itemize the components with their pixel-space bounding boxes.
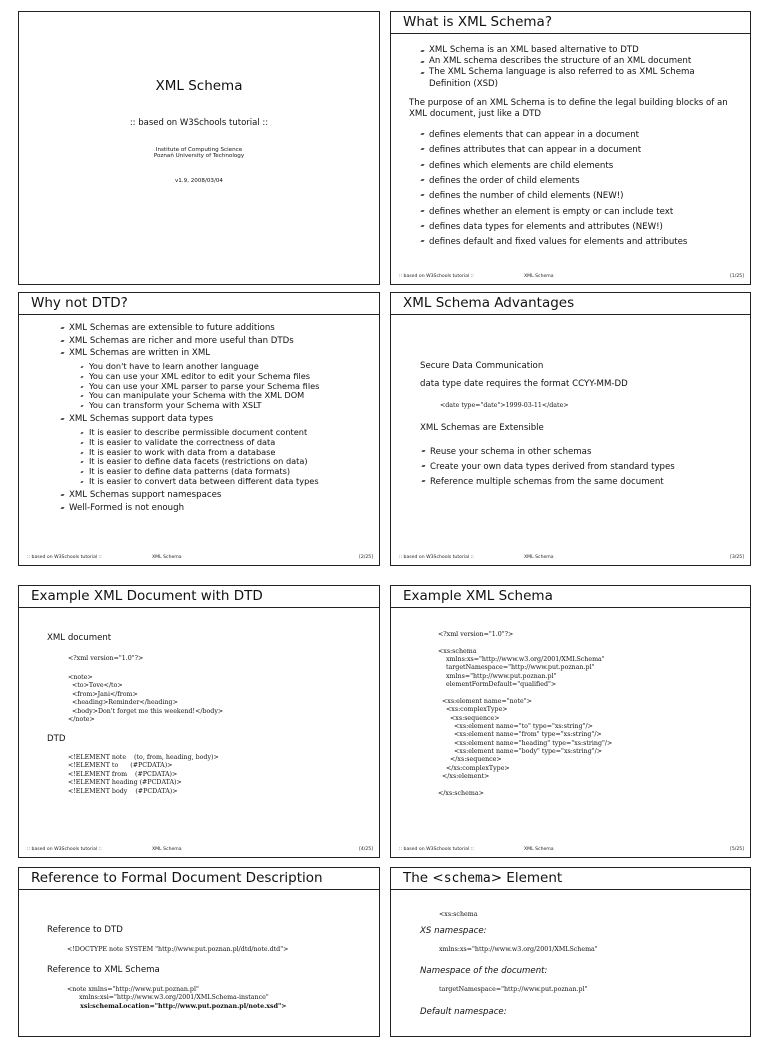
list-item: It is easier to describe permissible document content — [79, 428, 373, 438]
schema-reference-code: <note xmlns="http://www.put.poznan.pl" xmlns:xsi="http://www.w3.org/2001/XMLSchema-instance" — [67, 985, 269, 1002]
list-item: defines the order of child elements — [419, 174, 736, 189]
list-item: defines default and fixed values for elements and attributes — [419, 235, 736, 250]
slide-1 — [18, 11, 380, 285]
target-namespace-heading: Namespace of the document: — [420, 966, 548, 977]
list-item: XML Schemas support namespaces — [59, 489, 373, 502]
slide-4-title: XML Schema Advantages — [391, 293, 750, 315]
list-item: It is easier to work with data from a database — [79, 448, 373, 458]
dtd-heading: DTD — [47, 733, 66, 744]
slide-footer: :: based on W3Schools tutorial :: XML Schema [5/25] — [399, 847, 744, 852]
xml-declaration-code: <?xml version="1.0"?> — [68, 655, 144, 663]
slide-7-title: Reference to Formal Document Description — [19, 868, 379, 890]
list-item: XML Schemas are richer and more useful than DTDs — [59, 335, 373, 348]
schema-open-code: <xs:schema — [439, 911, 478, 918]
list-item: It is easier to validate the correctness of data — [79, 438, 373, 448]
slide-8-title: The <schema> Element — [391, 868, 750, 890]
slide-footer: :: based on W3Schools tutorial :: XML Schema [4/25] — [27, 847, 373, 852]
version-line: v1.9, 2008/03/04 — [174, 178, 223, 184]
written-in-xml-sublist — [79, 362, 373, 410]
institute-line-2: Poznań University of Technology — [153, 153, 245, 160]
note-document-code: <note> <to>Tove</to> <from>Jani</from> <heading>Reminder</heading> <body>Don't forget me this weekend!</body> </note> — [68, 673, 224, 724]
list-item: You can use your XML parser to parse your Schema files — [79, 382, 373, 392]
extensible-paragraph: XML Schemas are Extensible — [420, 422, 544, 433]
list-item: defines attributes that can appear in a document — [419, 143, 736, 158]
reference-to-schema-heading: Reference to XML Schema — [47, 964, 160, 975]
xml-schema-code: <?xml version="1.0"?> <xs:schema xmlns:xs="http://www.w3.org/2001/XMLSchema" targetNamespace="http://www.put.poznan.pl" xmlns="http://www.put.poznan.pl" elementFormDefault="qualified"> <xs:element name="note"> <xs:complexType> <xs:sequence> <xs:element name="to" type="xs:string"/> <xs:element name="from" type="xs:string"/> <xs:element name="heading" type="xs:string"/> <xs:element name="body" type="xs:string"/> </xs:sequence> </xs:complexType> </xs:element> </xs:schema> — [438, 631, 613, 797]
list-item: XML Schema is an XML based alternative to DTD — [419, 45, 736, 56]
slide-8 — [390, 867, 751, 1037]
list-item: XML Schemas support data types It is easier to describe permissible document content It is easier to validate the correctness of data It is easier to work with data from a database It is easier to define data facets (restrictions on data) It is easier to define data patterns (data formats) It is easier to convert data between different data types — [59, 413, 373, 487]
list-item: You can manipulate your Schema with the XML DOM — [79, 391, 373, 401]
list-item: defines elements that can appear in a document — [419, 128, 736, 143]
list-item: It is easier to define data patterns (data formats) — [79, 467, 373, 477]
xml-document-heading: XML document — [47, 633, 112, 643]
list-item: It is easier to convert data between different data types — [79, 477, 373, 487]
doctype-code: <!DOCTYPE note SYSTEM "http://www.put.poznan.pl/dtd/note.dtd"> — [67, 946, 289, 954]
list-item: Well-Formed is not enough — [59, 502, 373, 515]
list-item: You don't have to learn another language — [79, 362, 373, 372]
list-item: defines whether an element is empty or can include text — [419, 205, 736, 220]
list-item: defines the number of child elements (NEW!) — [419, 189, 736, 204]
list-item: defines which elements are child elements — [419, 159, 736, 174]
data-types-sublist — [79, 428, 373, 486]
list-item: You can use your XML editor to edit your Schema files — [79, 372, 373, 382]
slide-5 — [18, 585, 380, 858]
slide-1-title: XML Schema — [155, 78, 243, 94]
slide-footer: :: based on W3Schools tutorial :: XML Schema [3/25] — [399, 555, 744, 560]
slide-footer: :: based on W3Schools tutorial :: XML Schema [1/25] — [399, 274, 744, 279]
secure-data-paragraph: Secure Data Communication — [420, 361, 544, 371]
slide-7 — [18, 867, 380, 1037]
list-item: XML Schemas are written in XML You don't have to learn another language You can use your XML editor to edit your Schema files You can use your XML parser to parse your Schema files You can manipulate your Schema with the XML DOM You can transform your Schema with XSLT — [59, 347, 373, 410]
slide-1-subtitle: :: based on W3Schools tutorial :: — [129, 117, 269, 128]
schema-location-code: xsi:schemaLocation="http://www.put.poznan.pl/note.xsd"> — [67, 1002, 287, 1010]
list-item: Reuse your schema in other schemas — [420, 445, 740, 460]
target-namespace-code: targetNamespace="http://www.put.poznan.pl" — [439, 986, 588, 994]
default-namespace-heading: Default namespace: — [420, 1006, 507, 1017]
slide-5-title: Example XML Document with DTD — [19, 586, 379, 608]
list-item: The XML Schema language is also referred to as XML Schema Definition (XSD) — [419, 67, 736, 89]
page-number: [5/25] — [730, 847, 744, 852]
list-item: XML Schemas are extensible to future additions — [59, 322, 373, 335]
page-number: [1/25] — [730, 274, 744, 279]
xs-namespace-code: xmlns:xs="http://www.w3.org/2001/XMLSchema" — [439, 945, 598, 953]
slide-4 — [390, 292, 751, 566]
slide-6 — [390, 585, 751, 858]
slide-3-title: Why not DTD? — [19, 293, 379, 315]
slide-6-title: Example XML Schema — [391, 586, 750, 608]
list-item: It is easier to define data facets (restrictions on data) — [79, 457, 373, 467]
list-item: defines data types for elements and attributes (NEW!) — [419, 220, 736, 235]
xs-namespace-heading: XS namespace: — [420, 925, 487, 936]
list-item: You can transform your Schema with XSLT — [79, 401, 373, 411]
xml-schema-intro-list — [419, 45, 736, 90]
purpose-paragraph: The purpose of an XML Schema is to define the legal building blocks of an XML document, just like a DTD — [409, 97, 728, 119]
list-item: Reference multiple schemas from the same document — [420, 475, 740, 490]
slide-3 — [18, 292, 380, 566]
institute-line-1: Institute of Computing Science — [155, 146, 243, 153]
extensible-list — [420, 445, 740, 490]
date-format-paragraph: data type date requires the format CCYY-MM-DD — [420, 379, 628, 390]
slide-2-title: What is XML Schema? — [391, 12, 750, 34]
list-item: Create your own data types derived from standard types — [420, 460, 740, 475]
page-number: [3/25] — [730, 555, 744, 560]
page-number: [4/25] — [359, 847, 373, 852]
dtd-code: <!ELEMENT note (to, from, heading, body)> <!ELEMENT to (#PCDATA)> <!ELEMENT from (#PCDATA)> <!ELEMENT heading (#PCDATA)> <!ELEMENT body (#PCDATA)> — [68, 753, 219, 795]
slide-2 — [390, 11, 751, 285]
page-number: [2/25] — [359, 555, 373, 560]
why-not-dtd-list — [59, 322, 373, 515]
slide-footer: :: based on W3Schools tutorial :: XML Schema [2/25] — [27, 555, 373, 560]
list-item: An XML schema describes the structure of an XML document — [419, 56, 736, 67]
reference-to-dtd-heading: Reference to DTD — [47, 925, 123, 935]
defines-list — [419, 128, 736, 250]
date-code-example: <date type="date">1999-03-11</date> — [440, 402, 569, 410]
